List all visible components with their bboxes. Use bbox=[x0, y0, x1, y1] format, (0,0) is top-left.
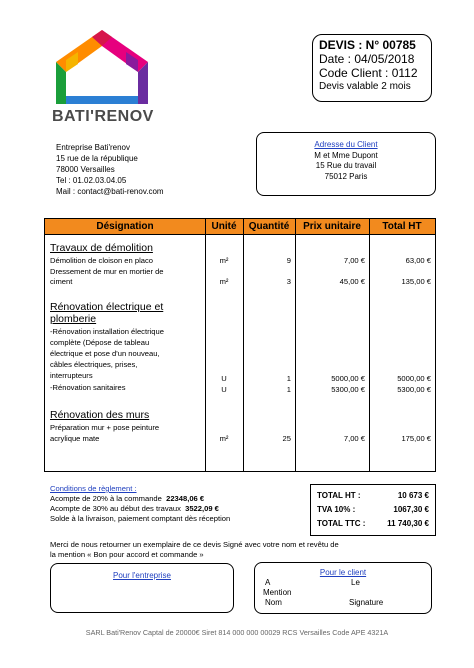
condition-line: Acompte de 20% à la commande 22348,06 € bbox=[50, 494, 205, 503]
client-name: M et Mme Dupont bbox=[314, 150, 378, 160]
row-unit: U bbox=[221, 374, 227, 383]
signature-mention: Mention bbox=[263, 588, 292, 597]
tva-label: TVA 10% : bbox=[317, 505, 356, 514]
client-address-label[interactable]: Adresse du Client bbox=[314, 140, 378, 149]
row-price: 7,00 € bbox=[343, 256, 365, 265]
company-name: Entreprise Bati'renov bbox=[56, 143, 131, 152]
row-description: interrupteurs bbox=[50, 371, 93, 380]
row-description: Préparation mur + pose peinture bbox=[50, 423, 160, 432]
header-designation: Désignation bbox=[96, 221, 154, 232]
section-title: Rénovation électrique et bbox=[50, 301, 164, 313]
return-instructions: Merci de nous retourner un exemplaire de ce devis Signé avec votre nom et revêtu de la mention « Bon pour accord et commande » bbox=[50, 540, 339, 559]
devis-validity: Devis valable 2 mois bbox=[319, 81, 411, 92]
row-description: électrique et pose d'un nouveau, bbox=[50, 349, 160, 358]
row-price: 5300,00 € bbox=[331, 385, 365, 394]
row-unit: m² bbox=[219, 277, 229, 286]
client-city: 75012 Paris bbox=[324, 171, 368, 181]
section-title-cont: plomberie bbox=[50, 313, 97, 325]
company-mail: Mail : contact@bati-renov.com bbox=[56, 187, 164, 196]
section-title: Travaux de démolition bbox=[50, 242, 153, 254]
section-title: Rénovation des murs bbox=[50, 409, 150, 421]
row-description: -Rénovation installation électrique bbox=[50, 327, 164, 336]
row-qty: 1 bbox=[286, 374, 291, 383]
row-price: 45,00 € bbox=[339, 277, 365, 286]
company-signature-box bbox=[50, 563, 234, 613]
row-description-cont: ciment bbox=[50, 277, 73, 286]
row-description: Démolition de cloison en placo bbox=[50, 256, 153, 265]
totals-box bbox=[310, 484, 436, 536]
company-tel: Tel : 01.02.03.04.05 bbox=[56, 176, 127, 185]
client-signature-label[interactable]: Pour le client bbox=[319, 568, 367, 577]
row-unit: U bbox=[221, 385, 227, 394]
row-total: 5300,00 € bbox=[397, 385, 431, 394]
tva-value: 1067,30 € bbox=[393, 505, 429, 514]
company-address bbox=[56, 142, 164, 197]
devis-date: Date : 04/05/2018 bbox=[319, 52, 415, 66]
signature-le: Le bbox=[351, 578, 360, 587]
row-description: Dressement de mur en mortier de bbox=[50, 267, 164, 276]
total-ht-label: TOTAL HT : bbox=[317, 491, 361, 500]
total-ttc-value: 11 740,30 € bbox=[387, 519, 429, 528]
row-description: câbles électriques, prises, bbox=[50, 360, 138, 369]
devis-client-code: Code Client : 0112 bbox=[319, 66, 418, 80]
signature-signature: Signature bbox=[349, 598, 384, 607]
total-ht-value: 10 673 € bbox=[397, 491, 429, 500]
devis-info-box bbox=[312, 34, 432, 102]
condition-line: Acompte de 30% au début des travaux 3522,09 € bbox=[50, 504, 219, 513]
signature-nom: Nom bbox=[265, 598, 282, 607]
table-header bbox=[45, 219, 435, 235]
row-unit: m² bbox=[219, 434, 229, 443]
header-total-ht: Total HT bbox=[382, 221, 422, 232]
row-price: 7,00 € bbox=[343, 434, 365, 443]
row-price: 5000,00 € bbox=[331, 374, 365, 383]
row-qty: 1 bbox=[286, 385, 291, 394]
row-unit: m² bbox=[219, 256, 229, 265]
company-signature-label[interactable]: Pour l'entreprise bbox=[113, 571, 171, 580]
client-address-box bbox=[256, 132, 436, 196]
legal-footer: SARL Bati'Renov Captal de 20000€ Siret 814 000 000 00029 RCS Versailles Code APE 4321A bbox=[85, 628, 389, 637]
conditions-label[interactable]: Conditions de règlement : bbox=[50, 484, 137, 493]
row-qty: 25 bbox=[282, 434, 291, 443]
brand-name: BATI'RENOV bbox=[52, 108, 154, 125]
row-total: 135,00 € bbox=[401, 277, 431, 286]
signature-a: A bbox=[265, 578, 271, 587]
house-logo-icon bbox=[52, 28, 152, 106]
devis-number: DEVIS : N° 00785 bbox=[319, 38, 416, 52]
header-quantite: Quantité bbox=[248, 221, 290, 232]
company-street: 15 rue de la république bbox=[56, 154, 138, 163]
client-street: 15 Rue du travail bbox=[315, 161, 377, 170]
payment-conditions bbox=[50, 484, 230, 524]
company-city: 78000 Versailles bbox=[56, 165, 115, 174]
row-total: 5000,00 € bbox=[397, 374, 431, 383]
row-total: 63,00 € bbox=[405, 256, 431, 265]
header-prix-unitaire: Prix unitaire bbox=[303, 221, 361, 232]
condition-line: Solde à la livraison, paiement comptant dès réception bbox=[50, 514, 231, 523]
row-total: 175,00 € bbox=[401, 434, 431, 443]
row-description: -Rénovation sanitaires bbox=[50, 383, 126, 392]
row-description-cont: acrylique mate bbox=[50, 434, 100, 443]
row-qty: 9 bbox=[286, 256, 291, 265]
row-description: complète (Dépose de tableau bbox=[50, 338, 150, 347]
total-ttc-label: TOTAL TTC : bbox=[317, 519, 366, 528]
quote-table bbox=[44, 218, 436, 472]
header-unite: Unité bbox=[211, 221, 237, 232]
client-signature-box bbox=[254, 562, 432, 614]
row-qty: 3 bbox=[286, 277, 291, 286]
